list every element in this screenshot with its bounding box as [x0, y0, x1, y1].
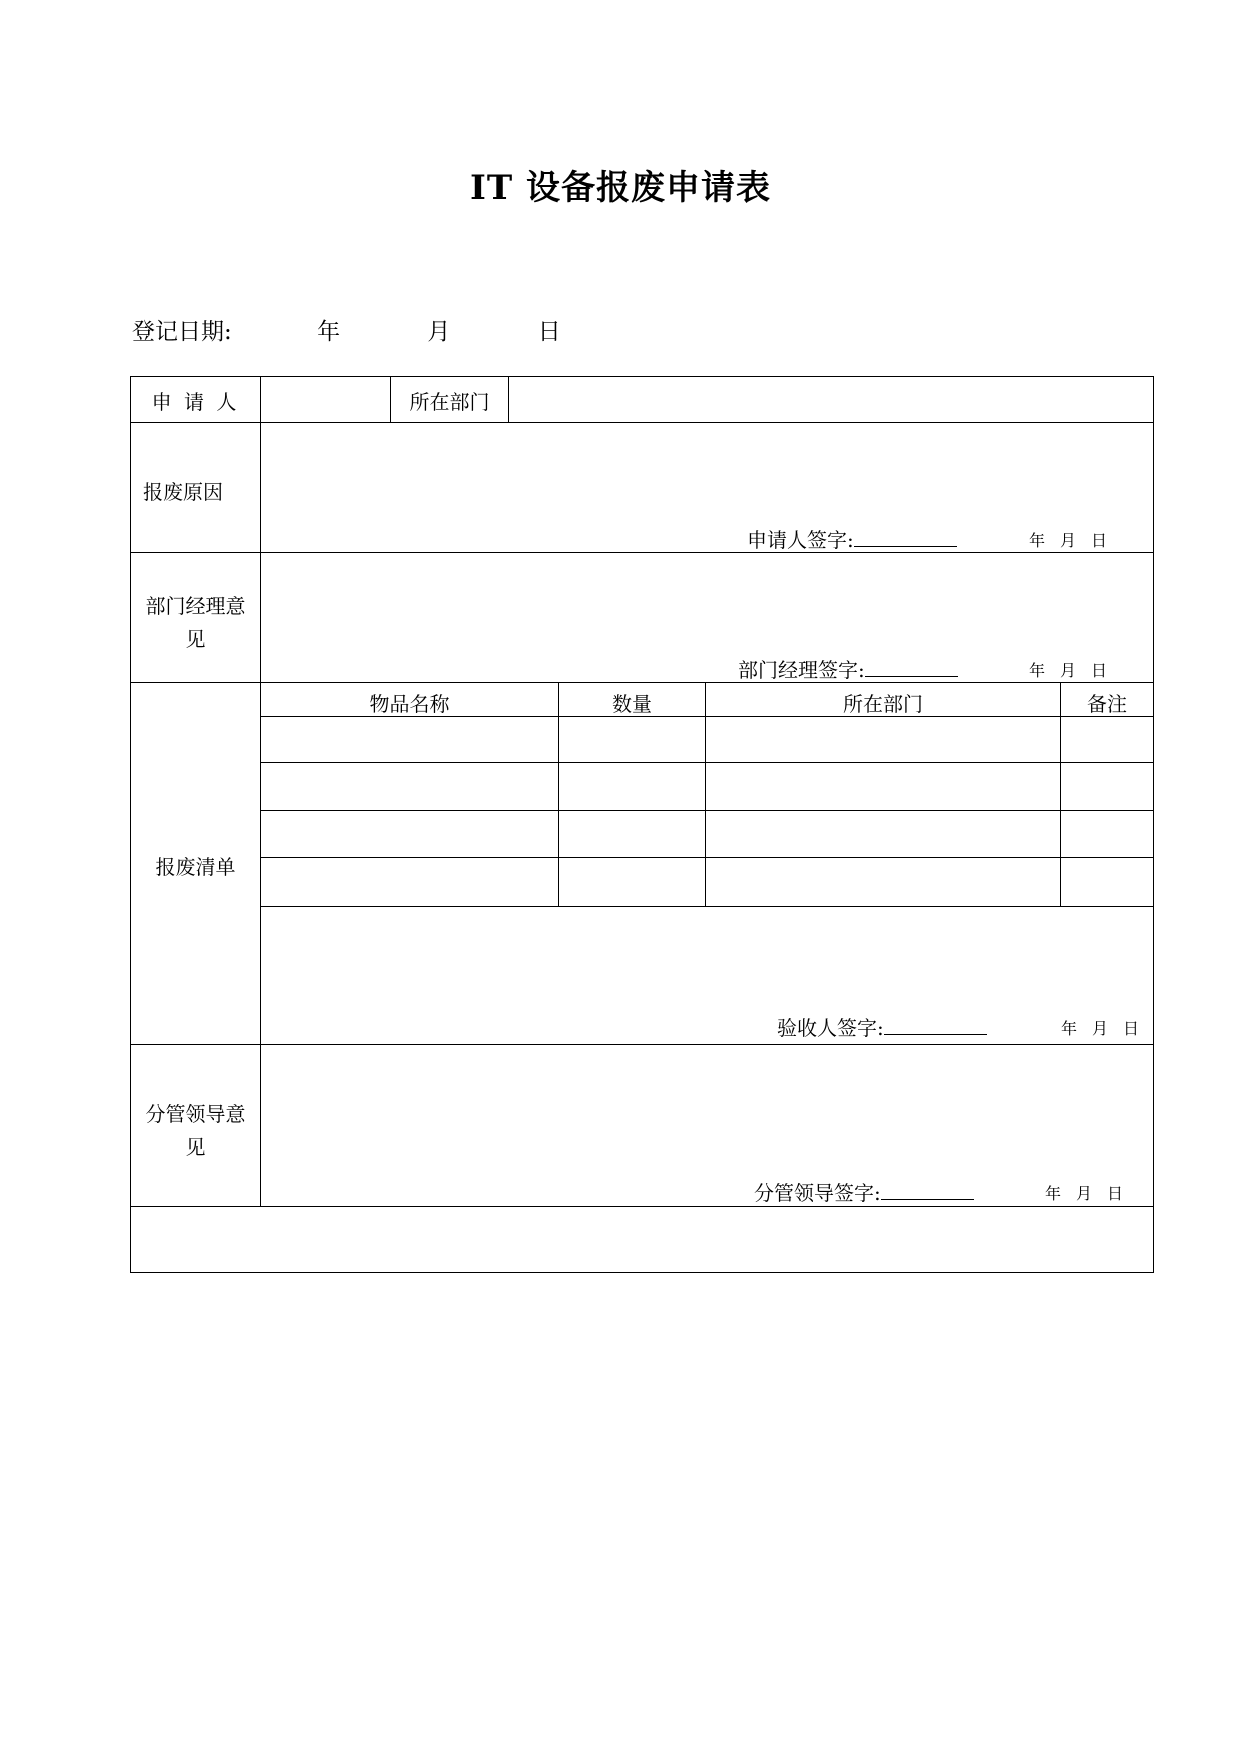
- row-divider: [130, 1044, 1154, 1045]
- scrap-cell-remarks[interactable]: [1064, 771, 1149, 801]
- row-divider: [130, 1206, 1154, 1207]
- receiver-signature: [777, 1012, 987, 1041]
- registration-year: 年: [317, 319, 341, 345]
- col-divider: [508, 376, 509, 422]
- manager-signature-line[interactable]: [865, 658, 958, 677]
- scrap-header-remarks: 备注: [1087, 692, 1127, 716]
- table-border-right: [1153, 376, 1154, 1273]
- scrap-cell-remarks[interactable]: [1064, 866, 1149, 896]
- form-title: IT 设备报废申请表: [469, 168, 772, 208]
- scrap-cell-remarks[interactable]: [1064, 818, 1149, 848]
- department-label: 所在部门: [409, 390, 490, 414]
- scrap-header-department: 所在部门: [843, 692, 923, 716]
- scrap-cell-department[interactable]: [709, 818, 1056, 848]
- registration-month: 月: [427, 319, 451, 345]
- manager-sign-date: 年 月 日: [1029, 661, 1108, 680]
- scrap-cell-department[interactable]: [709, 866, 1056, 896]
- scrap-row-divider: [260, 810, 1154, 811]
- receiver-sign-date: 年 月 日: [1061, 1019, 1140, 1038]
- scrap-header-quantity: 数量: [612, 692, 652, 716]
- scrap-cell-quantity[interactable]: [562, 725, 701, 755]
- registration-date: [132, 313, 561, 346]
- receiver-signature-line[interactable]: [884, 1016, 987, 1035]
- department-field[interactable]: [512, 386, 1148, 414]
- notes-field[interactable]: [134, 1212, 1148, 1266]
- scrap-cell-quantity[interactable]: [562, 866, 701, 896]
- applicant-signature: [747, 524, 957, 553]
- scrap-cell-department[interactable]: [709, 725, 1056, 755]
- leader-signature-line[interactable]: [881, 1181, 974, 1200]
- applicant-signature-label: 申请人签字:: [747, 528, 854, 552]
- scrap-cell-remarks[interactable]: [1064, 725, 1149, 755]
- table-border-bottom: [130, 1272, 1154, 1273]
- manager-opinion-label-line2: 见: [185, 627, 206, 651]
- row-divider: [130, 682, 1154, 683]
- scrap-list-label: 报废清单: [155, 855, 236, 879]
- applicant-sign-date: 年 月 日: [1029, 531, 1108, 550]
- applicant-field[interactable]: [264, 386, 386, 414]
- applicant-label: 申 请 人: [151, 390, 240, 414]
- scrap-reason-label: 报废原因: [143, 480, 223, 504]
- leader-signature: [754, 1177, 974, 1206]
- scrap-cell-quantity[interactable]: [562, 818, 701, 848]
- registration-date-label: 登记日期:: [132, 319, 232, 345]
- scrap-row-divider: [260, 762, 1154, 763]
- manager-signature: [738, 654, 958, 683]
- row-divider: [130, 422, 1154, 423]
- scrap-cell-quantity[interactable]: [562, 771, 701, 801]
- applicant-signature-line[interactable]: [854, 528, 957, 547]
- scrap-cell-item-name[interactable]: [264, 866, 554, 896]
- row-divider: [130, 552, 1154, 553]
- scrap-cell-item-name[interactable]: [264, 725, 554, 755]
- leader-sign-date: 年 月 日: [1045, 1184, 1124, 1203]
- scrap-row-divider: [260, 906, 1154, 907]
- scrap-cell-item-name[interactable]: [264, 818, 554, 848]
- manager-opinion-label-line1: 部门经理意: [145, 594, 246, 618]
- manager-signature-label: 部门经理签字:: [738, 658, 865, 682]
- leader-opinion-label-line1: 分管领导意: [145, 1102, 246, 1126]
- scrap-cell-department[interactable]: [709, 771, 1056, 801]
- registration-day: 日: [537, 319, 561, 345]
- label-column-divider: [260, 376, 261, 1206]
- scrap-cell-item-name[interactable]: [264, 771, 554, 801]
- table-border-top: [130, 376, 1154, 377]
- leader-opinion-label-line2: 见: [185, 1135, 206, 1159]
- scrap-header-item-name: 物品名称: [369, 692, 450, 716]
- receiver-signature-label: 验收人签字:: [777, 1016, 884, 1040]
- scrap-row-divider: [260, 857, 1154, 858]
- leader-signature-label: 分管领导签字:: [754, 1181, 881, 1205]
